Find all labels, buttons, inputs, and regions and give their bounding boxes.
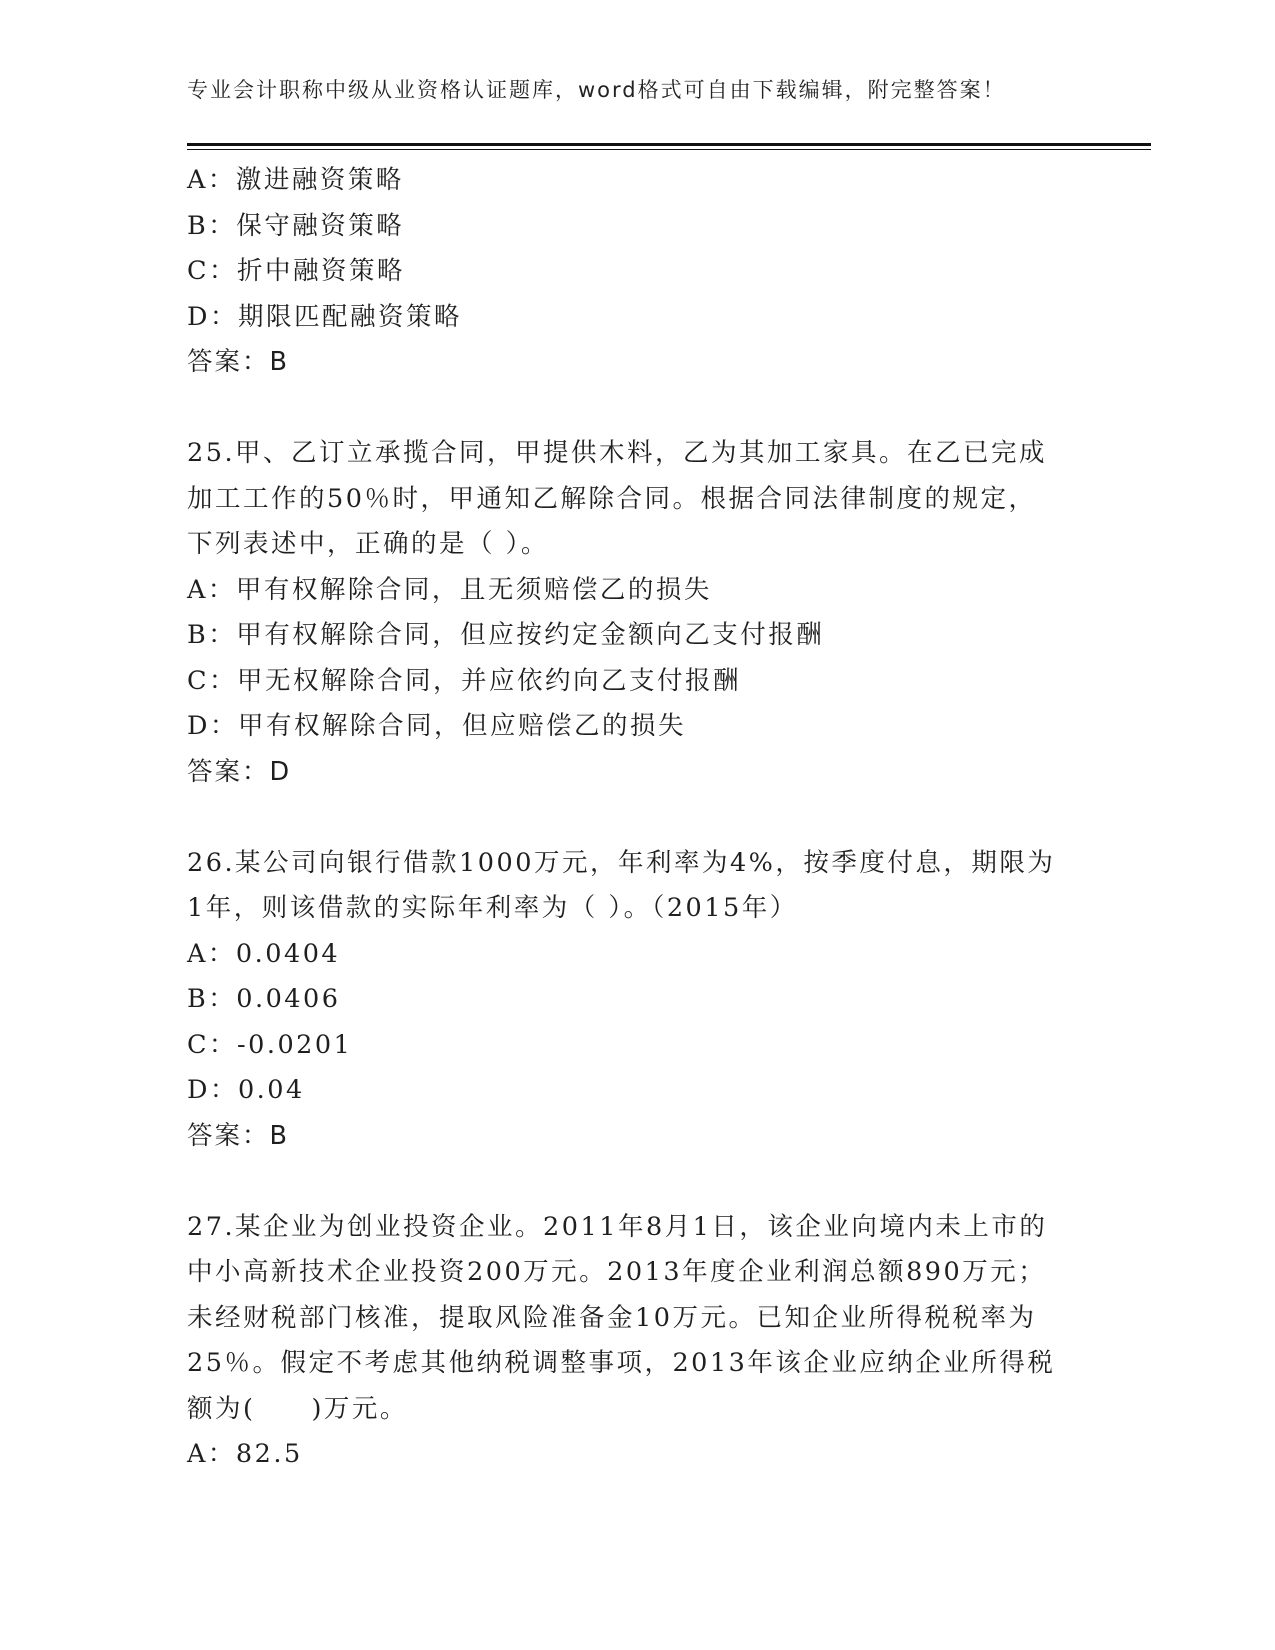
q26-stem-line: 1年，则该借款的实际年利率为（ ）。（2015年）: [187, 893, 798, 923]
q26-option-c: C：-0.0201: [187, 1029, 353, 1060]
q26-option-a: A：0.0404: [187, 938, 341, 969]
q25-option-a: A：甲有权解除合同，且无须赔偿乙的损失: [187, 574, 712, 605]
q27-option-a: A：82.5: [187, 1439, 303, 1469]
q26-stem-line: 26.某公司向银行借款1000万元，年利率为4%，按季度付息，期限为: [187, 847, 1056, 878]
q27-stem-line: 未经财税部门核准，提取风险准备金10万元。已知企业所得税税率为: [187, 1302, 1037, 1333]
q25-option-d: D：甲有权解除合同，但应赔偿乙的损失: [187, 711, 686, 741]
q25-stem-line: 25.甲、乙订立承揽合同，甲提供木料，乙为其加工家具。在乙已完成: [187, 438, 1048, 468]
question-content: [187, 158, 1087, 1478]
q24-option-c: C：折中融资策略: [187, 256, 406, 286]
spacer: [187, 795, 1087, 841]
page-header: 专业会计职称中级从业资格认证题库，word格式可自由下载编辑，附完整答案！: [187, 78, 1006, 102]
header-rule-thin: [187, 149, 1151, 150]
spacer: [187, 1159, 1087, 1205]
q24-answer: 答案：B: [187, 347, 289, 377]
q26-option-b: B：0.0406: [187, 984, 341, 1014]
q25-option-b: B：甲有权解除合同，但应按约定金额向乙支付报酬: [187, 620, 825, 650]
q24-option-d: D：期限匹配融资策略: [187, 301, 462, 332]
q27-stem-line: 25％。假定不考虑其他纳税调整事项，2013年该企业应纳企业所得税: [187, 1348, 1056, 1378]
q25-answer: 答案：D: [187, 756, 292, 787]
q26-option-d: D：0.04: [187, 1075, 305, 1105]
spacer: [187, 386, 1087, 432]
q24-option-b: B：保守融资策略: [187, 210, 405, 241]
q25-option-c: C：甲无权解除合同，并应依约向乙支付报酬: [187, 665, 742, 696]
q27-stem-line: 27.某企业为创业投资企业。2011年8月1日，该企业向境内未上市的: [187, 1211, 1048, 1242]
header-rule-thick: [187, 143, 1151, 146]
q27-stem-line: 中小高新技术企业投资200万元。2013年度企业利润总额890万元；: [187, 1257, 1047, 1287]
q26-answer: 答案：B: [187, 1120, 289, 1151]
q24-option-a: A：激进融资策略: [187, 165, 404, 195]
q25-stem-line: 加工工作的50％时，甲通知乙解除合同。根据合同法律制度的规定，: [187, 483, 1037, 514]
q25-stem-line: 下列表述中，正确的是（ ）。: [187, 529, 549, 559]
q27-stem-line: 额为( )万元。: [187, 1393, 408, 1424]
